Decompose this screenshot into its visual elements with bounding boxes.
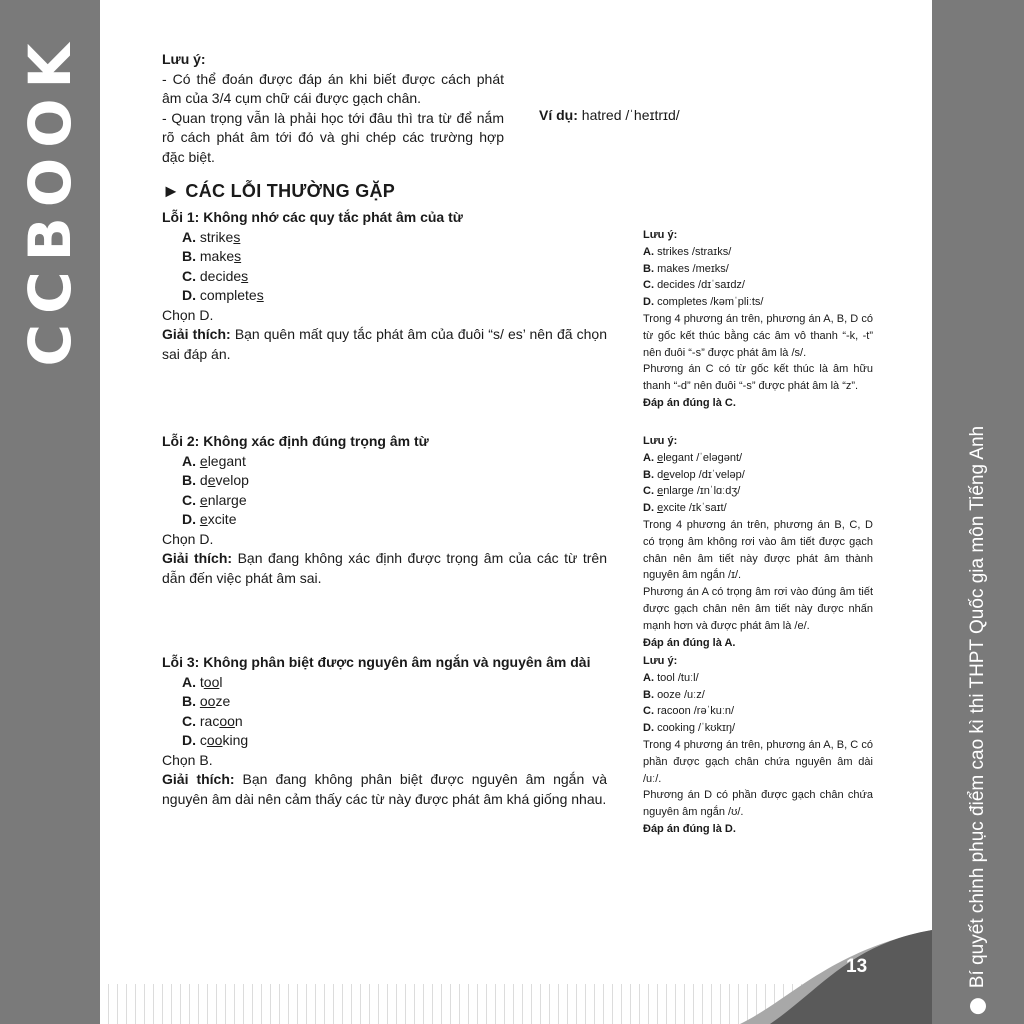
option-item (162, 286, 607, 306)
option-letter: B. (182, 693, 196, 709)
note-option (643, 483, 873, 500)
option-text: racoon /rəˈkuːn/ (657, 705, 735, 718)
note-option (643, 467, 873, 484)
option-letter: B. (182, 472, 196, 488)
option-letter: C. (182, 267, 196, 284)
option-letter: B. (643, 262, 654, 275)
option-underlined: e (207, 472, 216, 488)
option-letter: C. (643, 485, 654, 498)
option-letter: D. (643, 722, 654, 735)
page-number: 13 (846, 956, 868, 977)
note-answer: Đáp án đúng là A. (643, 636, 736, 649)
error-heading: Lỗi 3: Không phân biệt được nguyên âm ngắn và nguyên âm dài (162, 654, 591, 670)
option-text: c (199, 732, 207, 748)
note-option (643, 500, 873, 517)
option-letter: C. (643, 705, 654, 718)
option-text: n (234, 712, 243, 729)
error-3 (162, 653, 607, 809)
note-paragraph: Phương án C có từ gốc kết thúc là âm hữu thanh “-d” nên đuôi “-s” được phát âm là “z”. (643, 363, 873, 393)
error-3-note (643, 653, 873, 838)
option-letter: A. (643, 245, 654, 258)
option-underlined: e (657, 485, 664, 498)
option-underlined: oo (203, 673, 220, 690)
option-text: t (199, 673, 204, 690)
option-text: legant /ˈeləgənt/ (663, 451, 743, 464)
option-item (162, 267, 607, 287)
option-item (162, 510, 607, 530)
option-text: strike (199, 228, 234, 245)
explanation (162, 770, 607, 809)
option-text: cooking /ˈkʊkɪŋ/ (657, 722, 736, 735)
option-letter: C. (182, 712, 196, 729)
note-paragraph: Trong 4 phương án trên, phương án A, B, D có từ gốc kết thúc bằng các âm vô thanh “-k, -t” nên đuôi “-s” được phát âm là /s/. (643, 312, 873, 359)
option-item (162, 452, 607, 472)
option-item (162, 491, 607, 511)
option-text: nlarge /ɪnˈlɑːdʒ/ (663, 485, 741, 498)
option-underlined: s (234, 248, 242, 264)
choice-line: Chọn D. (162, 530, 214, 547)
option-letter: A. (643, 451, 654, 464)
option-letter: D. (643, 502, 654, 515)
option-item (162, 673, 607, 693)
book-title-text: Bí quyết chinh phục điểm cao kì thi THPT Quốc gia môn Tiếng Anh (967, 425, 988, 989)
option-text: d (657, 468, 664, 481)
error-1-note (643, 227, 873, 412)
explanation-text: Bạn đang không xác định được trọng âm của các từ trên dẫn đến việc phát âm sai. (162, 550, 608, 586)
option-text: makes /meɪks/ (657, 262, 729, 275)
error-heading: Lỗi 2: Không xác định đúng trọng âm từ (162, 433, 429, 449)
option-text: velop /dɪˈveləp/ (669, 468, 745, 481)
explanation-label: Giải thích: (162, 326, 231, 342)
option-underlined: s (256, 287, 264, 303)
note-option (643, 450, 873, 467)
option-letter: C. (182, 491, 196, 508)
error-2-note (643, 433, 873, 651)
explanation-label: Giải thích: (162, 550, 233, 566)
option-item (162, 247, 607, 267)
option-underlined: e (199, 491, 208, 508)
brand-logo: CCBOOK (16, 33, 84, 367)
option-text: velop (215, 472, 249, 488)
option-underlined: e (657, 502, 664, 515)
section-title: ► CÁC LỖI THƯỜNG GẶP (162, 181, 396, 201)
option-text: strikes /straɪks/ (657, 245, 732, 258)
note-line: - Có thể đoán được đáp án khi biết được cách phát âm của 3/4 cụm chữ cái được gạch chân. (162, 70, 504, 106)
bullet-dot-icon (970, 998, 986, 1014)
error-1 (162, 208, 607, 364)
option-text: king (222, 732, 249, 748)
option-letter: D. (643, 296, 654, 309)
note-paragraph: Trong 4 phương án trên, phương án A, B, C có phần được gạch chân chứa nguyên âm dài /uː/. (643, 738, 873, 785)
left-band (0, 0, 100, 1024)
option-underlined: e (199, 452, 208, 469)
note-line: - Quan trọng vẫn là phải học tới đâu thì tra từ để nắm rõ cách phát âm tới đó và ghi chép các trường hợp đặc biệt. (162, 109, 504, 165)
example-label: Ví dụ: (539, 107, 578, 123)
note-title: Lưu ý: (643, 435, 678, 447)
note-option (643, 277, 873, 294)
explanation (162, 549, 607, 588)
option-underlined: oo (206, 732, 223, 748)
explanation-label: Giải thích: (162, 771, 235, 787)
error-2 (162, 432, 607, 588)
option-text: xcite (207, 511, 237, 527)
option-letter: D. (182, 511, 196, 527)
option-text: ooze /uːz/ (657, 688, 705, 701)
option-item (162, 692, 607, 712)
explanation-text: Bạn quên mất quy tắc phát âm của đuôi “s/ es’ nên đã chọn sai đáp án. (162, 326, 607, 362)
option-text: legant (207, 452, 246, 469)
option-underlined: s (233, 228, 241, 245)
note-paragraph: Trong 4 phương án trên, phương án B, C, D có trọng âm không rơi vào âm tiết được gạch chân nên âm tiết này được phát âm thành nguyên âm ngắn /ɪ/. (643, 518, 873, 582)
example-line (539, 107, 680, 123)
note-option (643, 294, 873, 311)
option-underlined: e (657, 451, 664, 464)
option-underlined: oo (199, 693, 216, 709)
option-item (162, 228, 607, 248)
note-paragraph: Phương án A có trọng âm rơi vào đúng âm tiết được gạch chân nên âm tiết này được nhấn mạnh hơn và được phát âm là /e/. (643, 586, 873, 632)
option-letter: B. (643, 688, 654, 701)
note-answer: Đáp án đúng là C. (643, 396, 736, 409)
option-text: decide (199, 267, 242, 284)
note-paragraph: Phương án D có phần được gạch chân chứa nguyên âm ngắn /ʊ/. (643, 789, 873, 819)
option-underlined: s (241, 267, 249, 284)
note-answer: Đáp án đúng là D. (643, 822, 736, 835)
note-option (643, 244, 873, 261)
option-letter: D. (182, 287, 196, 303)
option-letter: A. (182, 452, 196, 469)
option-text: xcite /ɪkˈsaɪt/ (663, 502, 727, 515)
option-letter: D. (182, 732, 196, 748)
option-text: l (219, 673, 223, 690)
option-text: complete (199, 287, 257, 303)
note-option (643, 687, 873, 704)
option-letter: A. (182, 228, 196, 245)
option-letter: A. (643, 671, 654, 684)
note-title: Lưu ý: (643, 229, 678, 241)
choice-line: Chọn B. (162, 751, 213, 768)
option-text: nlarge (207, 491, 247, 508)
error-heading: Lỗi 1: Không nhớ các quy tắc phát âm của từ (162, 209, 463, 225)
note-option (643, 703, 873, 720)
option-underlined: oo (219, 712, 235, 729)
note-option (643, 720, 873, 737)
option-text: ze (215, 693, 231, 709)
explanation-text: Bạn đang không phân biệt được nguyên âm ngắn và nguyên âm dài nên cảm thấy các từ này được phát âm khá giống nhau. (162, 771, 608, 807)
option-text: rac (199, 712, 220, 729)
note-title: Lưu ý: (643, 655, 678, 667)
option-letter: B. (182, 248, 196, 264)
option-underlined: e (199, 511, 208, 527)
explanation (162, 325, 607, 364)
option-item (162, 712, 607, 732)
option-text: completes /kəmˈpliːts/ (657, 296, 764, 309)
book-title-vertical (967, 426, 989, 1014)
option-text: tool /tuːl/ (657, 671, 699, 684)
option-text: d (199, 472, 208, 488)
page-corner-decoration (700, 930, 932, 1024)
option-letter: A. (182, 673, 196, 690)
note-title: Lưu ý: (162, 51, 206, 67)
option-text: decides /dɪˈsaɪdz/ (657, 279, 745, 292)
option-underlined: e (663, 468, 670, 481)
option-item (162, 731, 607, 751)
option-letter: B. (643, 468, 654, 481)
option-text: make (199, 248, 235, 264)
note-option (643, 261, 873, 278)
option-letter: C. (643, 279, 654, 292)
top-note (162, 50, 504, 167)
note-option (643, 670, 873, 687)
option-item (162, 471, 607, 491)
example-text: hatred /ˈheɪtrɪd/ (581, 107, 680, 123)
choice-line: Chọn D. (162, 306, 214, 323)
